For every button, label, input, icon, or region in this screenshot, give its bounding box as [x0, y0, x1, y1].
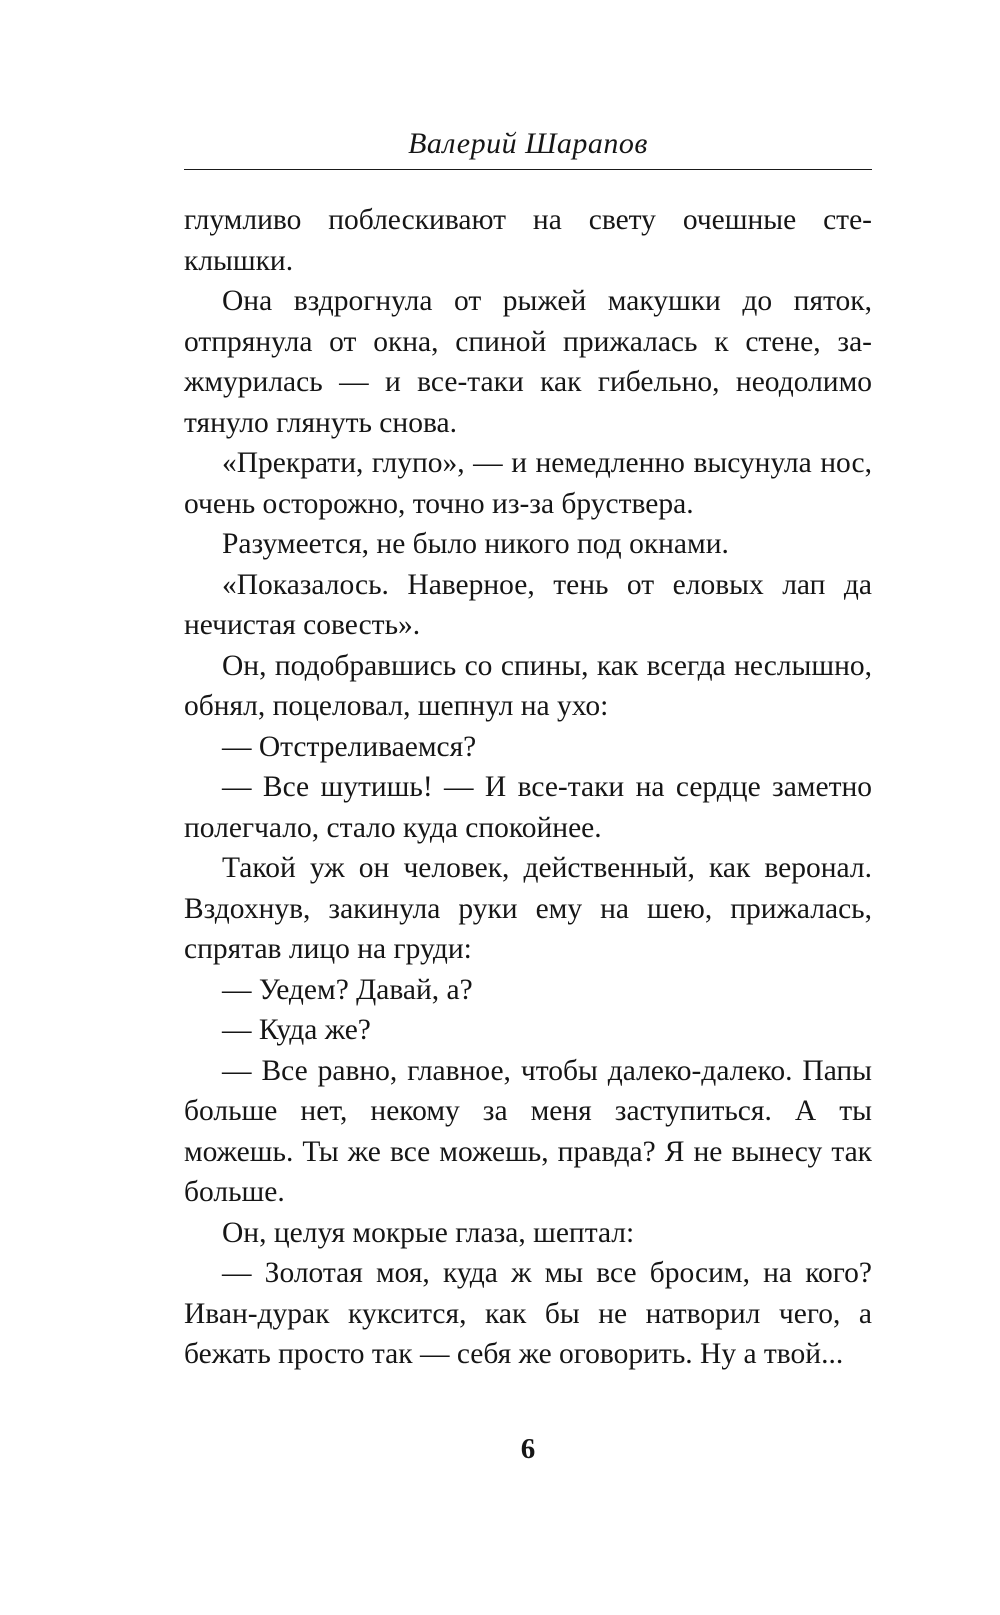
dialogue-line: — Все шутишь! — И все-таки на сердце заметно полегчало, стало куда спокойнее.	[184, 771, 872, 844]
paragraph: глумливо поблескивают на свету очешные стеклышки.	[184, 204, 872, 277]
paragraph: Такой уж он человек, действенный, как веронал. Вздохнув, закинула руки ему на шею, прижалась, спрятав лицо на груди:	[184, 852, 872, 965]
dialogue-line: — Куда же?	[222, 1014, 371, 1046]
dialogue-line: — Уедем? Давай, а?	[222, 973, 473, 1006]
paragraph: Разумеется, не было никого под окнами.	[222, 528, 729, 560]
dialogue-line: — Все равно, главное, чтобы далеко-далеко. Папы больше нет, некому за меня заступиться. А ты можешь. Ты же все можешь, правда? Я не вынесу так больше.	[184, 1054, 872, 1208]
paragraph: «Прекрати, глупо», — и немедленно высунула нос, очень осторожно, точно из-за бруствера.	[184, 447, 872, 520]
header-divider	[184, 169, 872, 170]
paragraph: «Показалось. Наверное, тень от еловых лап да нечистая совесть».	[184, 568, 872, 641]
dialogue-line: — Золотая моя, куда ж мы все бросим, на кого? Иван-дурак куксится, как бы не натворил чего, а бежать просто так — себя же оговорить. Ну а твой...	[184, 1257, 872, 1370]
running-head-author: Валерий Шарапов	[408, 127, 648, 160]
paragraph: Он, целуя мокрые глаза, шептал:	[222, 1216, 635, 1249]
paragraph: Она вздрогнула от рыжей макушки до пяток, отпрянула от окна, спиной прижалась к стене, зажмурилась — и все-таки как гибельно, неодолимо тянуло глянуть снова.	[184, 285, 872, 439]
page-number: 6	[520, 1433, 536, 1465]
body-text	[184, 200, 872, 1375]
paragraph: Он, подобравшись со спины, как всегда неслышно, обнял, поцеловал, шепнул на ухо:	[184, 649, 872, 722]
dialogue-line: — Отстреливаемся?	[222, 730, 477, 763]
